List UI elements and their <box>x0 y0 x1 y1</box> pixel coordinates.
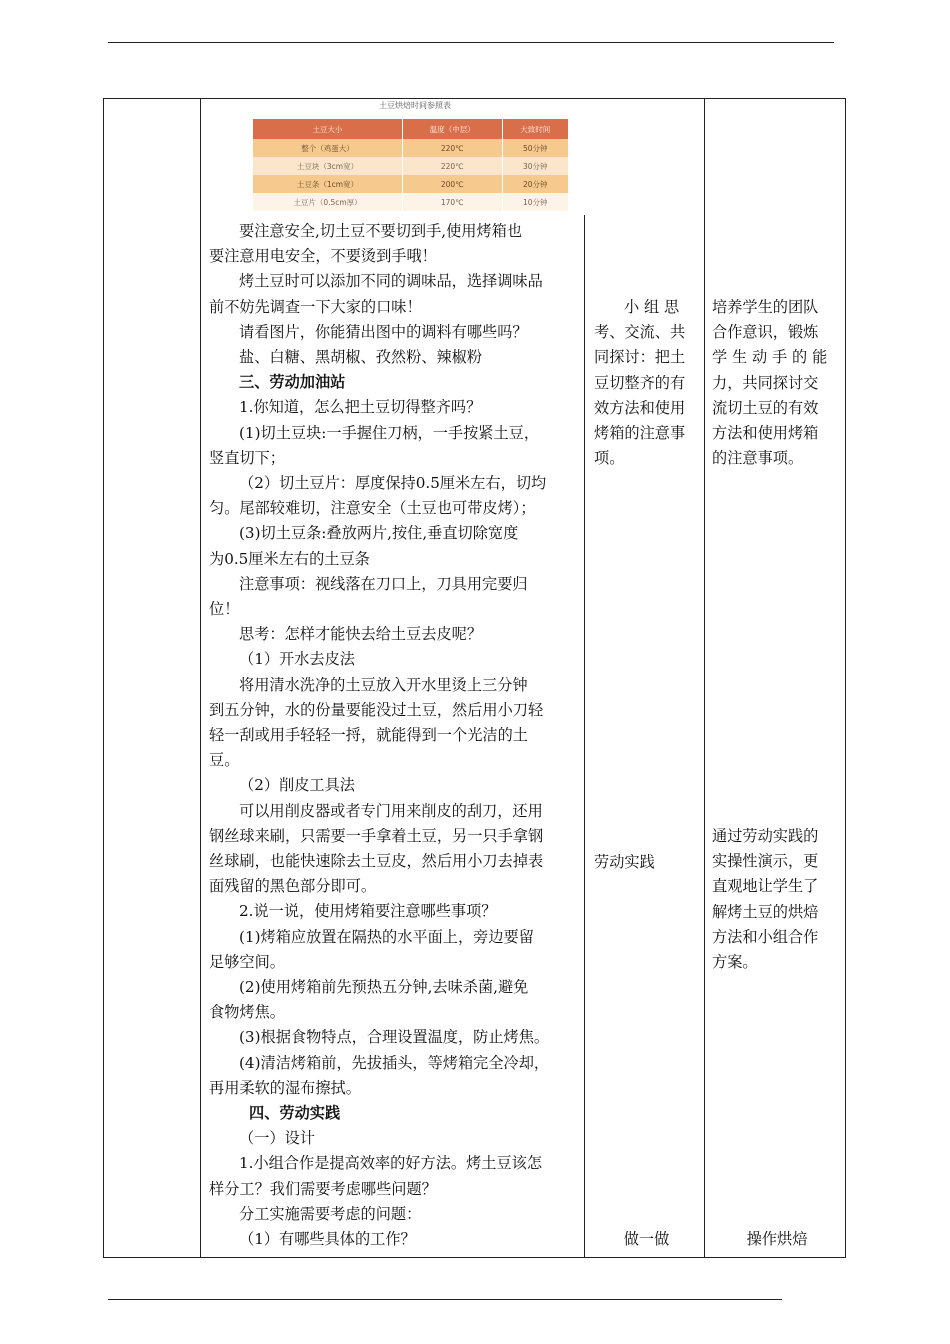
baking-time-reference-image <box>245 99 585 215</box>
cell-text-line: 劳动实践 <box>594 853 655 871</box>
cell-text-line: 解烤土豆的烘焙 <box>712 902 819 921</box>
reference-cell: 220℃ <box>403 139 502 157</box>
content-line: 为0.5厘米左右的土豆条 <box>209 549 370 568</box>
reference-cell: 土豆块（3cm宽） <box>253 157 403 175</box>
column-divider <box>584 99 585 1257</box>
content-line: 足够空间。 <box>209 952 285 971</box>
cell-text-line: 做一做 <box>623 1230 670 1248</box>
cell-text-line: 操作烘焙 <box>746 1230 808 1248</box>
section-heading: 三、劳动加油站 <box>239 373 346 392</box>
content-line: 轻一刮或用手轻轻一捋，就能得到一个光洁的土 <box>209 726 528 744</box>
content-line: (1)烤箱应放置在隔热的水平面上，旁边要留 <box>239 927 534 946</box>
cell-text-line: 烤箱的注意事 <box>594 424 686 442</box>
content-line: 位！ <box>209 600 240 618</box>
cell-text-line: 方案。 <box>712 953 758 971</box>
content-line: 分工实施需要考虑的问题： <box>239 1204 422 1223</box>
reference-row <box>253 139 569 157</box>
reference-header-cell: 大致时间 <box>502 119 568 139</box>
content-line: （1）开水去皮法 <box>239 650 355 669</box>
lesson-table <box>103 98 846 1258</box>
content-line: 要注意安全,切土豆不要切到手,使用烤箱也 <box>239 222 523 240</box>
cell-text-line: 豆切整齐的有 <box>594 373 686 392</box>
content-line: 竖直切下； <box>209 448 285 467</box>
column-divider <box>704 99 705 1257</box>
cell-text-line: 培养学生的团队 <box>712 298 819 316</box>
cell-text-line: 流切土豆的有效 <box>712 398 819 417</box>
section-heading: 四、劳动实践 <box>249 1104 341 1122</box>
reference-cell: 50分钟 <box>502 139 568 157</box>
content-line: 可以用削皮器或者专门用来削皮的刮刀，还用 <box>239 801 543 820</box>
reference-cell: 170℃ <box>403 193 502 211</box>
content-line: （一）设计 <box>239 1129 315 1148</box>
content-line: 1.你知道，怎么把土豆切得整齐吗？ <box>239 398 482 417</box>
footer-rule <box>108 1299 782 1300</box>
content-line: 1.小组合作是提高效率的好方法。烤土豆该怎 <box>239 1154 543 1173</box>
reference-cell: 土豆条（1cm宽） <box>253 175 403 193</box>
content-line: （2）切土豆片：厚度保持0.5厘米左右，切均 <box>239 474 547 492</box>
cell-text-line: 同探讨：把土 <box>594 348 686 367</box>
content-line: 样分工？我们需要考虑哪些问题？ <box>209 1179 437 1198</box>
content-line: (2)使用烤箱前先预热五分钟,去味杀菌,避免 <box>239 978 529 996</box>
content-line: 前不妨先调查一下大家的口味！ <box>209 297 422 316</box>
reference-cell: 土豆片（0.5cm厚） <box>253 193 403 211</box>
content-line: 盐、白糖、黑胡椒、孜然粉、辣椒粉 <box>239 348 482 366</box>
content-line: 钢丝球来刷，只需要一手拿着土豆，另一只手拿钢 <box>209 826 544 845</box>
cell-text-line: 考、交流、共 <box>594 323 686 342</box>
content-line: 匀。尾部较难切，注意安全（土豆也可带皮烤）； <box>209 499 536 518</box>
cell-text-line: 的注意事项。 <box>712 449 804 468</box>
reference-cell: 20分钟 <box>502 175 568 193</box>
reference-cell: 30分钟 <box>502 157 568 175</box>
reference-header-cell: 温度（中层） <box>403 119 502 139</box>
cell-text-line: 通过劳动实践的 <box>712 827 819 845</box>
content-line: （1）有哪些具体的工作？ <box>239 1230 416 1248</box>
content-line: 注意事项：视线落在刀口上，刀具用完要归 <box>239 574 528 593</box>
reference-cell: 整个（鸡蛋大） <box>253 139 403 157</box>
cell-text-line: 合作意识，锻炼 <box>712 323 819 342</box>
cell-text-line: 学 生 动 手 的 能 <box>712 348 828 367</box>
content-line: （2）削皮工具法 <box>239 776 355 795</box>
reference-cell: 200℃ <box>403 175 502 193</box>
cell-text-line: 方法和使用烤箱 <box>712 424 819 442</box>
content-line: 思考：怎样才能快去给土豆去皮呢？ <box>239 625 482 644</box>
content-line: 豆。 <box>209 751 240 770</box>
cell-text-line: 实操性演示，更 <box>712 852 819 871</box>
reference-table <box>252 119 568 211</box>
cell-text-line: 直观地让学生了 <box>712 877 819 896</box>
content-line: 面残留的黑色部分即可。 <box>209 877 377 896</box>
content-line: 食物烤焦。 <box>209 1003 285 1022</box>
reference-title: 土豆烘焙时间参照表 <box>379 101 451 110</box>
reference-row <box>253 175 569 193</box>
header-rule <box>108 42 834 43</box>
content-line: 丝球刷，也能快速除去土豆皮，然后用小刀去掉表 <box>209 852 544 870</box>
content-line: 2.说一说，使用烤箱要注意哪些事项？ <box>239 902 497 921</box>
content-line: (3)切土豆条:叠放两片,按住,垂直切除宽度 <box>239 524 519 543</box>
cell-text-line: 小 组 思 <box>624 298 680 316</box>
content-line: (1)切土豆块:一手握住刀柄，一手按紧土豆， <box>239 423 540 442</box>
reference-header-cell: 土豆大小 <box>253 119 403 139</box>
column-divider <box>200 99 201 1257</box>
reference-row <box>253 157 569 175</box>
cell-text-line: 效方法和使用 <box>594 398 686 417</box>
content-line: (3)根据食物特点，合理设置温度，防止烤焦。 <box>239 1028 550 1047</box>
content-line: 将用清水洗净的土豆放入开水里烫上三分钟 <box>239 675 528 694</box>
cell-text-line: 力，共同探讨交 <box>712 373 819 392</box>
reference-cell: 10分钟 <box>502 193 568 211</box>
cell-text-line: 方法和小组合作 <box>712 927 819 946</box>
reference-cell: 220℃ <box>403 157 502 175</box>
cell-text-line: 项。 <box>594 449 625 468</box>
content-line: 烤土豆时可以添加不同的调味品，选择调味品 <box>239 272 543 291</box>
content-line: 到五分钟，水的份量要能没过土豆，然后用小刀轻 <box>209 700 544 719</box>
content-line: 请看图片，你能猜出图中的调料有哪些吗？ <box>239 322 528 341</box>
content-line: 要注意用电安全，不要烫到手哦！ <box>209 247 437 266</box>
reference-row <box>253 193 569 211</box>
content-line: (4)清洁烤箱前，先拔插头，等烤箱完全冷却， <box>239 1053 550 1072</box>
content-line: 再用柔软的湿布擦拭。 <box>209 1078 361 1097</box>
